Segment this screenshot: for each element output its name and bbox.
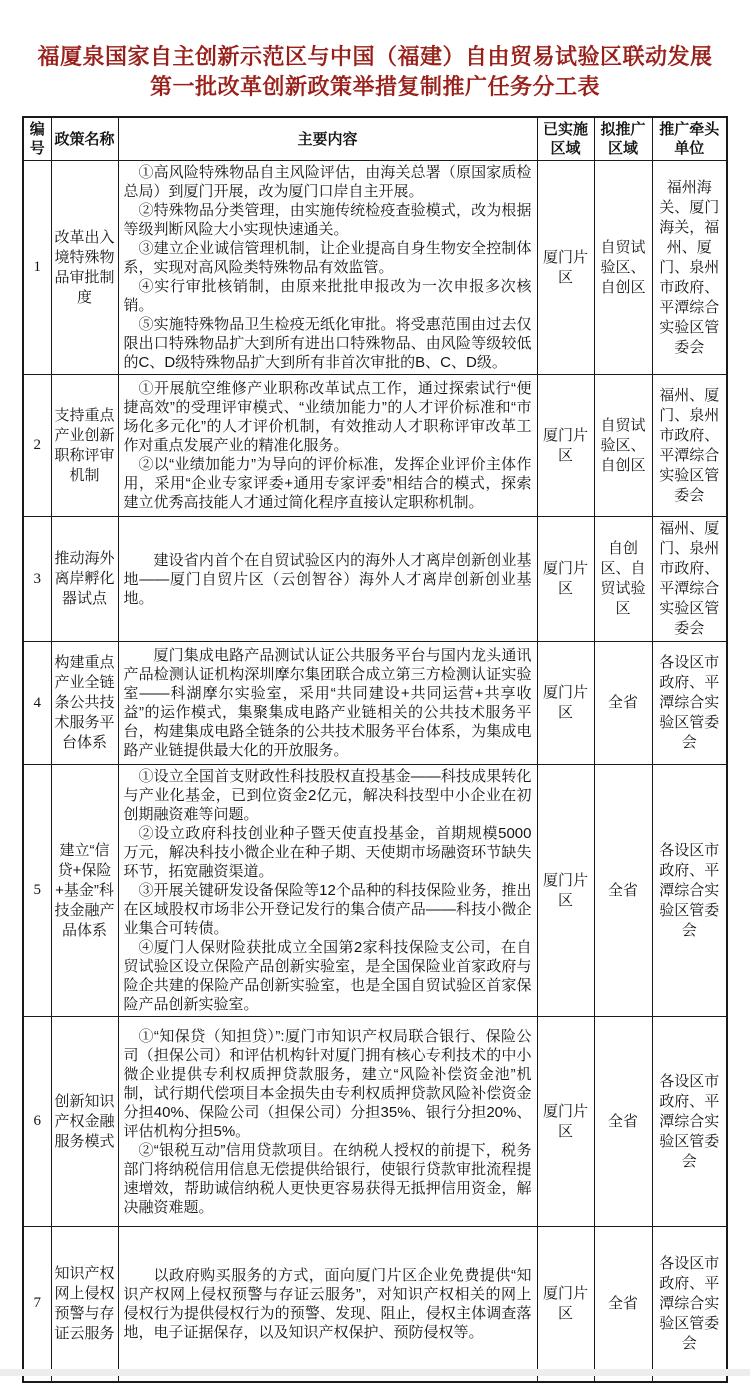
content-paragraph: 建设省内首个在自贸试验区内的海外人才离岸创新创业基地——厦门自贸片区（云创智谷）海外人才离岸创新创业基地。	[123, 551, 532, 607]
promote-region-cell: 自贸试验区、自创区	[594, 375, 652, 517]
implemented-region-cell: 厦门片区	[537, 1227, 594, 1382]
main-content-cell	[118, 517, 537, 642]
table-row	[23, 1017, 727, 1227]
content-paragraph: ④厦门人保财险获批成立全国第2家科技保险支公司，在自贸试验区设立保险产品创新实验室，是全国保险业首家政府与险企共建的保险产品创新实验室，也是全国自贸试验区首家保险产品创新实验室。	[123, 939, 532, 1013]
row-number-cell: 7	[23, 1227, 51, 1382]
content-paragraph: ④实行审批核销制，由原来批批申报改为一次申报多次核销。	[123, 278, 532, 314]
content-paragraph: ③开展关键研发设备保险等12个品种的科技保险业务，推出在区域股权市场非公开登记发行的集合债产品——科技小微企业集合可转债。	[123, 882, 532, 937]
table-row	[23, 765, 727, 1017]
lead-unit-cell: 各设区市政府、平潭综合实验区管委会	[652, 1227, 727, 1382]
table-row	[23, 517, 727, 642]
row-number-cell: 6	[23, 1017, 51, 1227]
row-number-cell: 1	[23, 161, 51, 375]
policy-name-cell: 改革出入境特殊物品审批制度	[51, 161, 118, 375]
policy-table	[22, 116, 728, 1383]
promote-region-cell: 全省	[594, 1017, 652, 1227]
promote-region-cell: 自创区、自贸试验区	[594, 517, 652, 642]
column-header-number: 编号	[23, 117, 51, 161]
main-content-cell	[118, 375, 537, 517]
row-number-cell: 2	[23, 375, 51, 517]
row-number-cell: 5	[23, 765, 51, 1017]
lead-unit-cell: 各设区市政府、平潭综合实验区管委会	[652, 765, 727, 1017]
content-paragraph: ①开展航空维修产业职称改革试点工作，通过探索试行“便捷高效”的受理评审模式、“业绩加能力”的人才评价标准和“市场化多元化”的人才评价机制，有效推动人才职称评审改革工作对重点发展产业的精准化服务。	[123, 380, 532, 454]
content-paragraph: ②设立政府科技创业种子暨天使直投基金，首期规模5000万元，解决科技小微企业在种子期、天使期市场融资环节缺失环节，拓宽融资渠道。	[123, 825, 532, 880]
lead-unit-cell: 福州海关、厦门海关，福州、厦门、泉州市政府、平潭综合实验区管委会	[652, 161, 727, 375]
column-header-promote: 拟推广区域	[594, 117, 652, 161]
promote-region-cell: 自贸试验区、自创区	[594, 161, 652, 375]
main-content-cell	[118, 1227, 537, 1382]
main-content-cell	[118, 642, 537, 765]
policy-name-cell: 支持重点产业创新职称评审机制	[51, 375, 118, 517]
table-row	[23, 161, 727, 375]
content-paragraph: ①设立全国首支财政性科技股权直投基金——科技成果转化与产业化基金，已到位资金2亿元，解决科技型中小企业在初创期融资难等问题。	[123, 768, 532, 823]
column-header-content: 主要内容	[118, 117, 537, 161]
content-paragraph: ①高风险特殊物品自主风险评估，由海关总署（原国家质检总局）到厦门开展，改为厦门口岸自主开展。	[123, 164, 532, 200]
table-row	[23, 642, 727, 765]
table-row	[23, 375, 727, 517]
document-title-line1: 福厦泉国家自主创新示范区与中国（福建）自由贸易试验区联动发展	[37, 44, 713, 69]
lead-unit-cell: 福州、厦门、泉州市政府、平潭综合实验区管委会	[652, 375, 727, 517]
policy-name-cell: 建立“信贷+保险+基金”科技金融产品体系	[51, 765, 118, 1017]
content-paragraph: 厦门集成电路产品测试认证公共服务平台与国内龙头通讯产品检测认证机构深圳摩尔集团联合成立第三方检测认证实验室——科湖摩尔实验室，采用“共同建设+共同运营+共享收益”的运作模式，集聚集成电路产业链相关的公共技术服务平台，构建集成电路全链条的公共技术服务平台体系，为集成电路产业链提供最大化的开放服务。	[123, 647, 532, 759]
implemented-region-cell: 厦门片区	[537, 517, 594, 642]
policy-name-cell: 推动海外离岸孵化器试点	[51, 517, 118, 642]
lead-unit-cell: 各设区市政府、平潭综合实验区管委会	[652, 1017, 727, 1227]
policy-name-cell: 构建重点产业全链条公共技术服务平台体系	[51, 642, 118, 765]
document-page	[0, 42, 750, 1376]
column-header-implemented: 已实施区域	[537, 117, 594, 161]
implemented-region-cell: 厦门片区	[537, 161, 594, 375]
main-content-cell	[118, 1017, 537, 1227]
content-paragraph: ⑤实施特殊物品卫生检疫无纸化审批。将受惠范围由过去仅限出口特殊物品扩大到所有进出口特殊物品、由风险等级较低的C、D级特殊物品扩大到所有非首次审批的B、C、D级。	[123, 316, 532, 371]
promote-region-cell: 全省	[594, 642, 652, 765]
policy-name-cell: 知识产权网上侵权预警与存证云服务	[51, 1227, 118, 1382]
row-number-cell: 4	[23, 642, 51, 765]
implemented-region-cell: 厦门片区	[537, 642, 594, 765]
row-number-cell: 3	[23, 517, 51, 642]
promote-region-cell: 全省	[594, 765, 652, 1017]
scan-edge	[0, 1369, 750, 1376]
content-paragraph: ②以“业绩加能力”为导向的评价标准，发挥企业评价主体作用，采用“企业专家评委+通用专家评委”相结合的模式，探索建立优秀高技能人才通过简化程序直接认定职称机制。	[123, 456, 532, 511]
content-paragraph: ①“知保贷（知担贷）”:厦门市知识产权局联合银行、保险公司（担保公司）和评估机构针对厦门拥有核心专利技术的中小微企业提供专利权质押贷款服务，建立“风险补偿资金池”机制，试行期代偿项目本金损失由专利权质押贷款风险补偿资金分担40%、保险公司（担保公司）分担35%、银行分担20%、评估机构分担5%。	[123, 1027, 532, 1140]
document-title	[10, 42, 740, 102]
table-header-row	[23, 117, 727, 161]
content-paragraph: ③建立企业诚信管理机制，让企业提高自身生物安全控制体系，实现对高风险类特殊物品有效监管。	[123, 240, 532, 276]
policy-table-body	[23, 161, 727, 1382]
promote-region-cell: 全省	[594, 1227, 652, 1382]
implemented-region-cell: 厦门片区	[537, 1017, 594, 1227]
column-header-lead: 推广牵头单位	[652, 117, 727, 161]
content-paragraph: ②特殊物品分类管理，由实施传统检疫查验模式，改为根据等级判断风险大小实现快速通关。	[123, 202, 532, 238]
main-content-cell	[118, 161, 537, 375]
implemented-region-cell: 厦门片区	[537, 375, 594, 517]
implemented-region-cell: 厦门片区	[537, 765, 594, 1017]
document-title-line2: 第一批改革创新政策举措复制推广任务分工表	[149, 74, 600, 99]
table-row	[23, 1227, 727, 1382]
policy-name-cell: 创新知识产权金融服务模式	[51, 1017, 118, 1227]
column-header-policy: 政策名称	[51, 117, 118, 161]
main-content-cell	[118, 765, 537, 1017]
content-paragraph: ②“银税互动”信用贷款项目。在纳税人授权的前提下，税务部门将纳税信用信息无偿提供给银行，使银行贷款审批流程提速增效，帮助诚信纳税人更快更容易获得无抵押信用资金，解决融资难题。	[123, 1141, 532, 1216]
lead-unit-cell: 各设区市政府、平潭综合实验区管委会	[652, 642, 727, 765]
content-paragraph: 以政府购买服务的方式，面向厦门片区企业免费提供“知识产权网上侵权预警与存证云服务”，对知识产权相关的网上侵权行为提供侵权行为的预警、发现、阻止，侵权主体调查落地，电子证据保存，以及知识产权保护、预防侵权等。	[123, 1266, 532, 1341]
lead-unit-cell: 福州、厦门、泉州市政府、平潭综合实验区管委会	[652, 517, 727, 642]
